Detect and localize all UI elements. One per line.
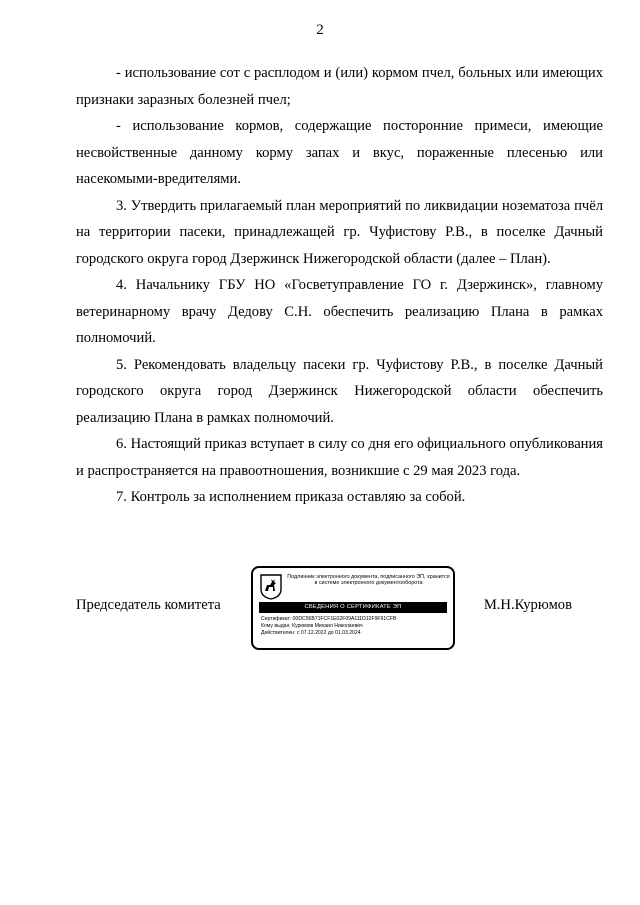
- paragraph-feed-use: - использование кормов, содержащие посторонние примеси, имеющие несвойственные данному корму запах и вкус, пораженные плесенью или насекомыми-вредителями.: [76, 118, 603, 187]
- paragraph-vet-service: 4. Начальнику ГБУ НО «Госветуправление ГО г. Дзержинск», главному ветеринарному врачу Дедову С.Н. обеспечить реализацию Плана в рамках полномочий.: [76, 277, 603, 346]
- paragraph-honeycomb-use: - использование сот с расплодом и (или) кормом пчел, больных или имеющих признаки заразных болезней пчел;: [76, 65, 603, 108]
- electronic-signature-stamp: [251, 566, 455, 650]
- order-body-text: [76, 60, 603, 511]
- nizhny-novgorod-deer-emblem-icon: [260, 574, 282, 600]
- signatory-title: Председатель комитета: [76, 597, 221, 613]
- paragraph-apiary-owner: 5. Рекомендовать владельцу пасеки гр. Чуфистову Р.В., в поселке Дачный городского округа город Дзержинск Нижегородской области обеспечить реализацию Плана в рамках полномочий.: [76, 356, 603, 426]
- signature-block: [76, 566, 603, 656]
- certificate-owner: Кому выдан: Курюмов Михаил Николаевич: [261, 623, 363, 629]
- stamp-note: Подлинник электронного документа, подписанного ЭП, хранится в системе электронного документооборота: [287, 574, 450, 587]
- certificate-validity: Действителен: с 07.12.2022 до 01.03.2024: [261, 630, 361, 636]
- page-number: 2: [316, 22, 324, 38]
- certificate-info-band: СВЕДЕНИЯ О СЕРТИФИКАТЕ ЭП: [259, 602, 447, 613]
- paragraph-control: 7. Контроль за исполнением приказа оставляю за собой.: [116, 489, 466, 505]
- certificate-details: [261, 616, 449, 637]
- paragraph-approve-plan: 3. Утвердить прилагаемый план мероприятий по ликвидации нозематоза пчёл на территории пасеки, принадлежащей гр. Чуфистову Р.В., в поселке Дачный городского округа город Дзержинск Нижегородской области (далее – План).: [76, 197, 603, 267]
- paragraph-effective-date: 6. Настоящий приказ вступает в силу со дня его официального опубликования и распространяется на правоотношения, возникшие с 29 мая 2023 года.: [76, 436, 603, 479]
- certificate-number: Сертификат: 00DC56B71FCF1E02F09A111D12F9F91CFB: [261, 616, 397, 622]
- signatory-name: М.Н.Курюмов: [483, 597, 572, 613]
